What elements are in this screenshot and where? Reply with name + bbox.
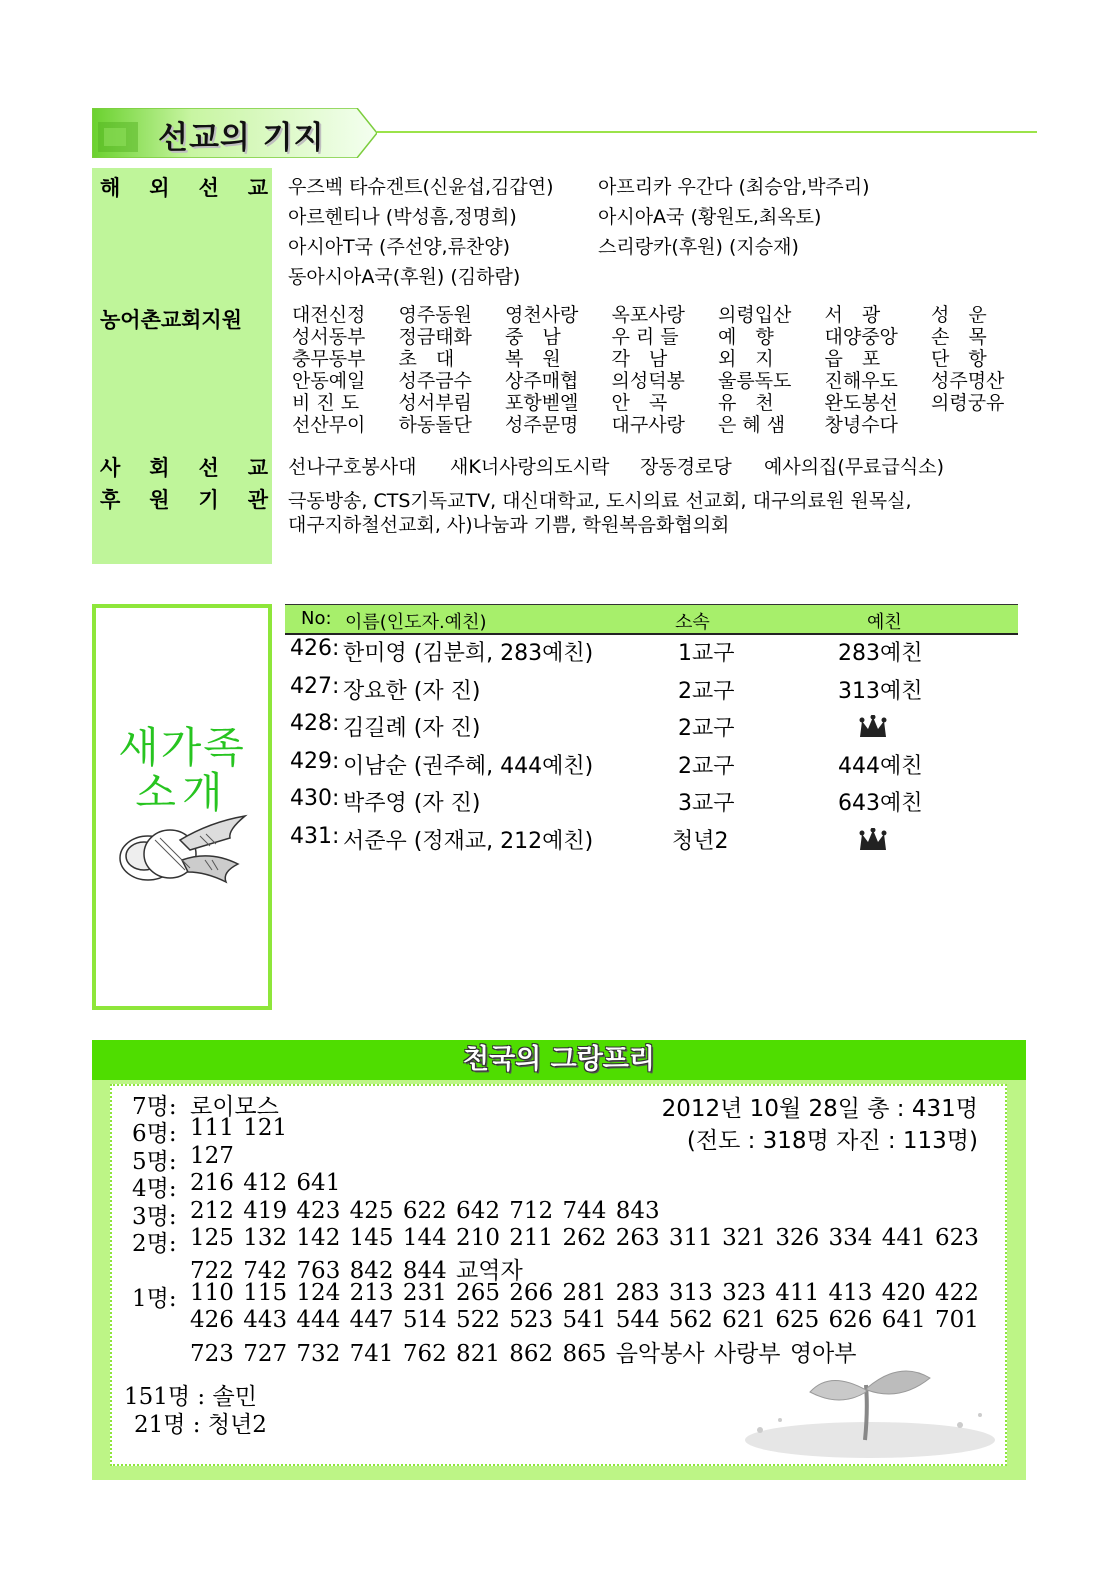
rural-church-cell: 성주금수 <box>398 370 472 392</box>
member-no: 426: <box>290 636 340 661</box>
rural-church-cell: 대구사랑 <box>611 414 685 436</box>
crown-icon <box>858 715 888 745</box>
member-no: 431: <box>290 823 340 849</box>
label-rural: 농어촌교회지원 <box>100 308 243 332</box>
rural-grid-row <box>292 410 1017 437</box>
rural-church-cell: 서 광 <box>824 304 881 326</box>
member-name: 한미영 (김분희, 283예친) <box>343 641 594 666</box>
rural-church-cell: 유 천 <box>718 392 774 414</box>
sponsor-line: 대구지하철선교회, 사)나눔과 기쁨, 학원복음화협의회 <box>288 514 730 536</box>
member-affiliation: 1교구 <box>678 641 735 666</box>
tier-values: 426 443 444 447 514 522 523 541 544 562 621 625 626 641 701 <box>190 1307 979 1334</box>
rural-church-cell: 우 리 들 <box>611 326 679 348</box>
member-name: 이남순 (권주혜, 444예친) <box>343 753 594 779</box>
grand-prix-title: 천국의 그랑프리 <box>463 1044 655 1075</box>
overseas-item: 스리랑카(후원) (지승재) <box>598 236 799 258</box>
sprout-icon <box>740 1330 1000 1460</box>
new-family-subtitle: 소개 <box>135 768 229 817</box>
sponsor-line: 극동방송, CTS기독교TV, 대신대학교, 도시의료 선교회, 대구의료원 원목실, <box>288 490 912 512</box>
rural-church-cell <box>931 410 1017 437</box>
member-group: 444예친 <box>838 753 923 779</box>
member-name: 서준우 (정재교, 212예친) <box>343 828 594 854</box>
rural-church-cell: 각 남 <box>611 348 668 370</box>
rural-church-cell: 선산무이 <box>292 414 366 436</box>
member-group: 283예친 <box>838 641 923 666</box>
rural-church-cell: 성주문명 <box>505 414 579 436</box>
member-no: 428: <box>290 711 340 736</box>
rural-church-cell: 의령궁유 <box>931 392 1005 414</box>
rural-church-cell: 포항벧엘 <box>505 392 579 414</box>
total-breakdown: (전도 : 318명 자진 : 113명) <box>686 1128 978 1154</box>
label-overseas: 해 외 선 교 <box>100 176 268 200</box>
tier-values: 127 <box>190 1142 234 1169</box>
table-header <box>285 604 1018 635</box>
rural-church-cell: 옥포사랑 <box>611 304 685 326</box>
tier-label: 7명: <box>132 1094 177 1120</box>
rural-church-cell: 대전신정 <box>292 304 366 326</box>
overseas-item: 동아시아A국(후원) (김하람) <box>288 266 521 288</box>
overseas-item: 우즈벡 타슈겐트(신윤섭,김갑연) <box>288 176 554 198</box>
member-no: 429: <box>290 748 340 774</box>
header-divider <box>377 131 1037 133</box>
tier-values: 로이모스 <box>190 1094 279 1120</box>
header-name: 이름(인도자.예친) <box>345 612 487 633</box>
rural-church-cell: 영주동원 <box>398 304 472 326</box>
label-social: 사 회 선 교 <box>100 456 268 480</box>
overseas-item: 아시아A국 (황원도,최옥토) <box>598 206 822 228</box>
rural-church-cell: 초 대 <box>398 348 455 370</box>
rural-church-cell: 중 남 <box>505 326 561 348</box>
social-item: 새K너사랑의도시락 <box>450 456 610 478</box>
tier-values: 111 121 <box>190 1115 288 1142</box>
member-name: 김길례 (자 진) <box>343 716 481 741</box>
rural-church-cell: 읍 포 <box>824 348 881 370</box>
header-no: No: <box>301 608 332 629</box>
rural-church-cell: 성서동부 <box>292 326 366 348</box>
rural-church-cell: 비 진 도 <box>292 392 360 414</box>
extra-line: 21명 : 청년2 <box>134 1412 267 1438</box>
rural-church-cell: 의령입산 <box>718 304 792 326</box>
member-no: 430: <box>290 786 340 811</box>
rural-church-cell: 울릉독도 <box>718 370 792 392</box>
rural-church-cell: 성 운 <box>931 304 987 326</box>
overseas-item: 아르헨티나 (박성흠,정명희) <box>288 206 517 228</box>
rural-church-cell: 창녕수다 <box>824 414 898 436</box>
rural-church-cell: 대양중앙 <box>824 326 898 348</box>
extra-line: 151명 : 솔민 <box>124 1384 257 1410</box>
rural-church-cell: 복 원 <box>505 348 561 370</box>
rural-church-cell: 정금태화 <box>398 326 472 348</box>
rural-church-cell: 안 곡 <box>611 392 668 414</box>
tier-label: 3명: <box>132 1203 177 1230</box>
rural-church-cell: 의성덕봉 <box>611 370 685 392</box>
social-item: 선나구호봉사대 <box>288 456 417 478</box>
section-title: 선교의 기지 <box>158 120 325 156</box>
tier-values: 212 419 423 425 622 642 712 744 843 <box>190 1197 660 1224</box>
rural-church-cell: 상주매협 <box>505 370 579 392</box>
tier-label: 6명: <box>132 1121 177 1148</box>
member-group: 313예친 <box>838 678 923 704</box>
crown-icon <box>858 828 888 858</box>
overseas-item: 아시아T국 (주선양,류찬양) <box>288 236 511 258</box>
tier-label: 2명: <box>132 1231 177 1257</box>
tier-values: 722 742 763 842 844 교역자 <box>190 1258 523 1285</box>
member-affiliation: 3교구 <box>678 791 735 816</box>
member-no: 427: <box>290 673 340 699</box>
social-item: 예사의집(무료급식소) <box>764 456 945 478</box>
tier-values: 125 132 142 145 144 210 211 262 263 311 321 326 334 441 623 <box>190 1225 979 1251</box>
member-group: 643예친 <box>838 791 923 816</box>
rural-church-cell: 성주명산 <box>931 370 1005 392</box>
tier-label: 1명: <box>132 1285 177 1312</box>
date-total: 2012년 10월 28일 총 : 431명 <box>661 1096 978 1122</box>
rural-church-cell: 외 지 <box>718 348 774 370</box>
rural-church-cell: 예 향 <box>718 326 774 348</box>
social-item: 장동경로당 <box>640 456 732 478</box>
bread-fish-icon <box>110 810 252 890</box>
header-group: 예친 <box>867 612 902 633</box>
member-affiliation: 2교구 <box>678 716 735 741</box>
rural-church-cell: 하동돌단 <box>398 414 472 436</box>
label-sponsors: 후 원 기 관 <box>100 488 268 512</box>
member-affiliation: 2교구 <box>678 678 735 704</box>
tier-label: 4명: <box>132 1176 177 1203</box>
rural-church-cell: 성서부림 <box>398 392 472 414</box>
rural-church-cell: 안동예일 <box>292 370 366 392</box>
tier-values: 723 727 732 741 762 821 862 865 음악봉사 사랑부 영아부 <box>190 1340 857 1367</box>
tier-label: 5명: <box>132 1148 177 1175</box>
member-name: 장요한 (자 진) <box>343 678 481 704</box>
member-affiliation: 2교구 <box>678 753 735 779</box>
header-affiliation: 소속 <box>675 612 710 633</box>
rural-church-cell: 충무동부 <box>292 348 366 370</box>
tier-values: 110 115 124 213 231 265 266 281 283 313 323 411 413 420 422 <box>190 1279 979 1306</box>
rural-church-cell: 단 항 <box>931 348 987 370</box>
rural-church-cell: 손 목 <box>931 326 987 348</box>
rural-church-cell: 완도봉선 <box>824 392 898 414</box>
tier-values: 216 412 641 <box>190 1170 341 1197</box>
overseas-item: 아프리카 우간다 (최승암,박주리) <box>598 176 870 198</box>
rural-church-cell: 진해우도 <box>824 370 898 392</box>
member-affiliation: 청년2 <box>672 828 729 854</box>
rural-church-cell: 은 혜 샘 <box>718 414 786 436</box>
rural-church-cell: 영천사랑 <box>505 304 579 326</box>
new-family-title: 새가족 <box>118 723 246 772</box>
member-name: 박주영 (자 진) <box>343 791 481 816</box>
